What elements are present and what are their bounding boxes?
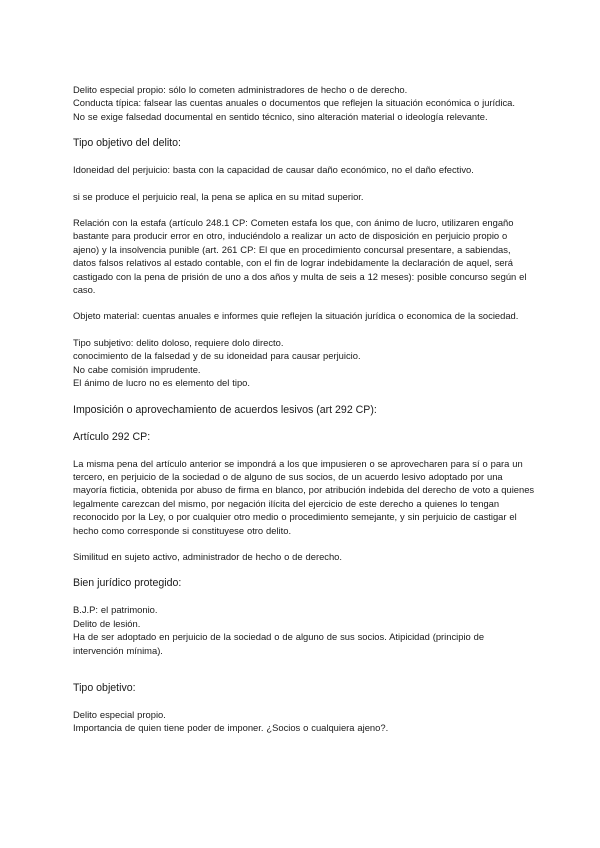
- section-heading: Imposición o aprovechamiento de acuerdos lesivos (art 292 CP):: [73, 403, 377, 416]
- paragraph: Similitud en sujeto activo, administrador de hecho o de derecho.: [73, 550, 342, 562]
- paragraph: Delito especial propio: sólo lo cometen administradores de hecho o de derecho.: [73, 84, 408, 95]
- paragraph: Delito de lesión.: [73, 617, 141, 629]
- paragraph: Tipo subjetivo: delito doloso, requiere dolo directo.: [73, 336, 284, 348]
- paragraph: si se produce el perjuicio real, la pena se aplica en su mitad superior.: [73, 190, 364, 202]
- paragraph: La misma pena del artículo anterior se impondrá a los que impusieren o se aprovecharen para sí o para un tercero, en perjuicio de la sociedad o de alguno de sus socios, de un acuerdo lesivo adoptado por una mayoría ficticia, obtenida por abuso de firma en blanco, por atribución indebida del derecho de voto a quienes legalmente carezcan del mismo, por negación ilícita del ejercicio de este derecho a quienes lo tengan reconocido por la Ley, o por cualquier otro medio o procedimiento semejante, y sin perjuicio de castigar el hecho como corresponde si constituyese otro delito.: [73, 457, 535, 536]
- paragraph-group-3: [73, 603, 535, 657]
- paragraph: Idoneidad del perjuicio: basta con la capacidad de causar daño económico, no el daño efectivo.: [73, 164, 474, 176]
- paragraph: conocimiento de la falsedad y de su idoneidad para causar perjuicio.: [73, 350, 361, 362]
- section-heading: Tipo objetivo:: [73, 681, 136, 694]
- section-heading: Tipo objetivo del delito:: [73, 137, 181, 150]
- paragraph-group-4: [73, 708, 535, 735]
- paragraph-group-1: [73, 83, 535, 123]
- paragraph: Delito especial propio.: [73, 708, 166, 720]
- document-page: [73, 83, 535, 735]
- section-heading: Bien jurídico protegido:: [73, 577, 182, 590]
- paragraph: Relación con la estafa (artículo 248.1 CP: Cometen estafa los que, con ánimo de lucro, utilizaren engaño bastante para producir error en otro, induciéndolo a realizar un acto de disposición en perjuicio propio o ajeno) y la insolvencia punible (art. 261 CP: El que en procedimiento concursal presentare, a sabiendas, datos falsos relativos al estado contable, con el fin de lograr indebidamente la declaración de aquel, será castigado con la pena de prisión de uno a dos años y multa de seis a 12 meses): posible concurso según el caso.: [73, 217, 527, 296]
- article-heading: Artículo 292 CP:: [73, 430, 151, 443]
- paragraph: Importancia de quien tiene poder de imponer. ¿Socios o cualquiera ajeno?.: [73, 722, 389, 734]
- paragraph: El ánimo de lucro no es elemento del tipo.: [73, 377, 250, 389]
- paragraph: Objeto material: cuentas anuales e informes quie reflejen la situación jurídica o economica de la sociedad.: [73, 310, 519, 322]
- paragraph: Ha de ser adoptado en perjuicio de la sociedad o de alguno de sus socios. Atipicidad (principio de intervención mínima).: [73, 631, 485, 656]
- paragraph: No se exige falsedad documental en sentido técnico, sino alteración material o ideología relevante.: [73, 110, 488, 122]
- paragraph: No cabe comisión imprudente.: [73, 363, 201, 375]
- paragraph: Conducta típica: falsear las cuentas anuales o documentos que reflejen la situación económica o jurídica.: [73, 97, 515, 109]
- paragraph: B.J.P: el patrimonio.: [73, 604, 158, 616]
- paragraph-group-2: [73, 336, 535, 390]
